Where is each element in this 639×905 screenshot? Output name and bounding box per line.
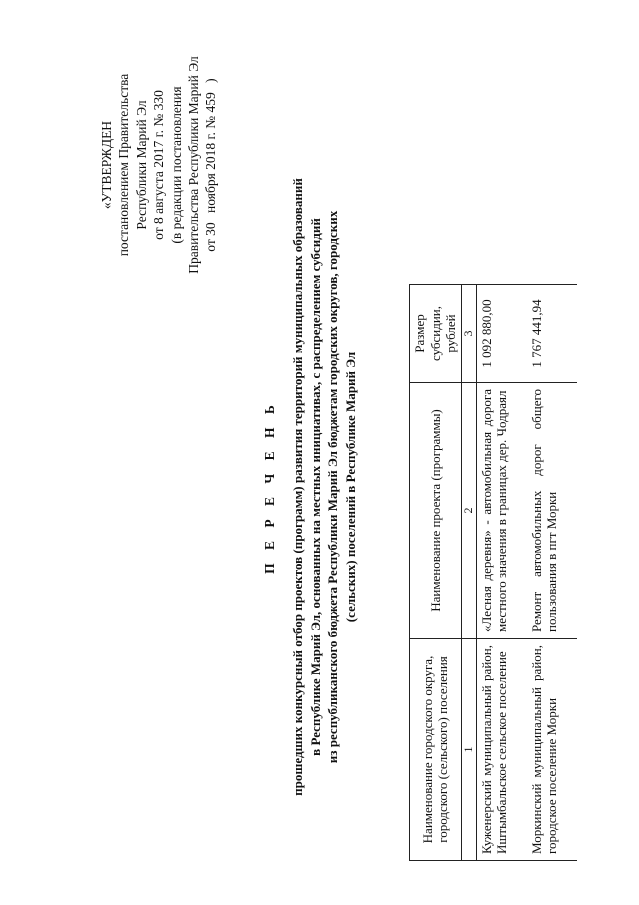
column-number: 3 [461,285,476,383]
title-heading: П Е Р Е Ч Е Н Ь [262,400,277,574]
amended-close: ) [203,78,219,83]
amended-from: от 30 [203,222,219,252]
table-header-row [410,285,462,861]
title-line: в Республике Марий Эл, основанных на местных инициативах, с распределением субсидий [307,218,323,756]
document-title [262,107,359,867]
table-row [476,285,527,861]
approval-line: (в редакции постановления [168,86,184,244]
approval-line: Республики Марий Эл [133,100,149,230]
approval-line: «УТВЕРЖДЕН [99,120,114,210]
title-line: (сельских) поселений в Республике Марий Эл [342,351,358,623]
title-description [289,107,359,867]
column-number: 1 [461,639,476,861]
cell-project: Ремонт автомобильных дорог общего пользования в пгт Морки [527,383,577,639]
approval-line: постановлением Правительства [116,73,132,257]
approval-line: от 8 августа 2017 г. № 330 [151,90,167,240]
cell-amount: 1 092 880,00 [476,285,527,383]
amended-date: ноября 2018 г. № 459 [203,92,219,213]
cell-municipality: Моркинский муниципальный район, городское поселение Морки [527,639,577,861]
cell-municipality: Куженерский муниципальный район, Иштымбальское сельское поселение [476,639,527,861]
approval-stamp [98,5,220,325]
header-municipality: Наименование городского округа, городского (сельского) поселения [410,639,462,861]
approval-amended-line [202,5,219,325]
cell-amount: 1 767 441,94 [527,285,577,383]
title-line: из республиканского бюджета Республики Марий Эл бюджетам городских округов, городских [325,210,341,764]
table-row [527,285,577,861]
approval-line: Правительства Республики Марий Эл [186,56,202,274]
title-line: прошедших конкурсный отбор проектов (программ) развития территорий муниципальных образований [290,178,305,796]
cell-project: «Лесная деревня» - автомобильная дорога местного значения в границах дер. Чодраял [476,383,527,639]
subsidy-table [409,284,577,861]
column-number: 2 [461,383,476,639]
header-amount: Размер субсидии, рублей [410,285,462,383]
header-project: Наименование проекта (программы) [410,383,462,639]
table-number-row [461,285,476,861]
